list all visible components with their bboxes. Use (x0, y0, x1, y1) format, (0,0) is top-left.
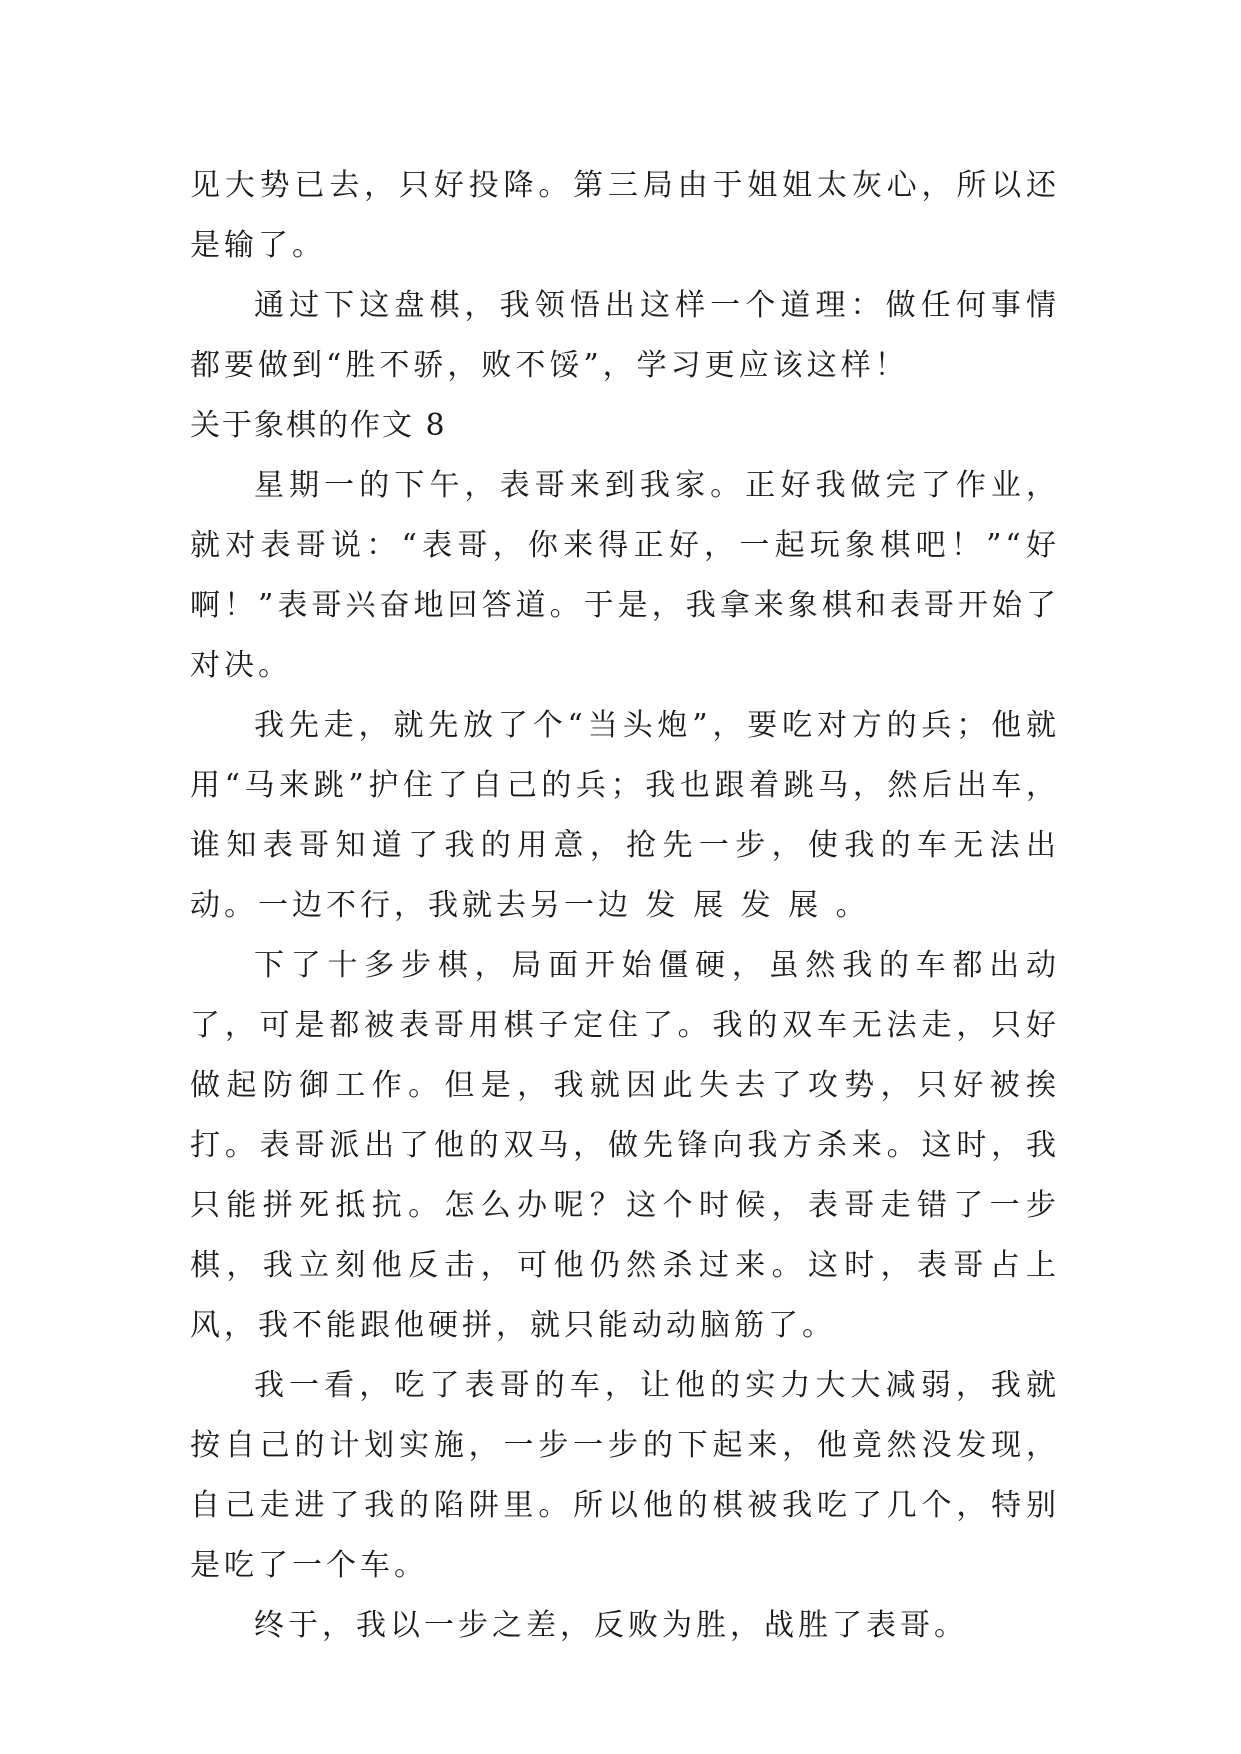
paragraph: 通过下这盘棋，我领悟出这样一个道理：做任何事情都要做到“胜不骄，败不馁”，学习更应该这样！ (190, 288, 1060, 383)
paragraph: 星期一的下午，表哥来到我家。正好我做完了作业，就对表哥说：“表哥，你来得正好，一起玩象棋吧！”“好啊！”表哥兴奋地回答道。于是，我拿来象棋和表哥开始了对决。 (190, 468, 1060, 683)
paragraph: 我一看，吃了表哥的车，让他的实力大大减弱，我就按自己的计划实施，一步一步的下起来，他竟然没发现，自己走进了我的陷阱里。所以他的棋被我吃了几个，特别是吃了一个车。 (190, 1368, 1060, 1583)
paragraph: 终于，我以一步之差，反败为胜，战胜了表哥。 (254, 1608, 968, 1643)
section-heading: 关于象棋的作文 8 (190, 408, 447, 443)
paragraph: 下了十多步棋，局面开始僵硬，虽然我的车都出动了，可是都被表哥用棋子定住了。我的双车无法走，只好做起防御工作。但是，我就因此失去了攻势，只好被挨打。表哥派出了他的双马，做先锋向我方杀来。这时，我只能拼死抵抗。怎么办呢？这个时候，表哥走错了一步棋，我立刻他反击，可他仍然杀过来。这时，表哥占上风，我不能跟他硬拼，就只能动动脑筋了。 (190, 948, 1060, 1343)
paragraph: 见大势已去，只好投降。第三局由于姐姐太灰心，所以还是输了。 (190, 168, 1060, 263)
document-body (190, 156, 1060, 1656)
paragraph: 我先走，就先放了个“当头炮”，要吃对方的兵；他就用“马来跳”护住了自己的兵；我也跟着跳马，然后出车，谁知表哥知道了我的用意，抢先一步，使我的车无法出动。一边不行，我就去另一边 发 展 发 展 。 (190, 708, 1060, 923)
